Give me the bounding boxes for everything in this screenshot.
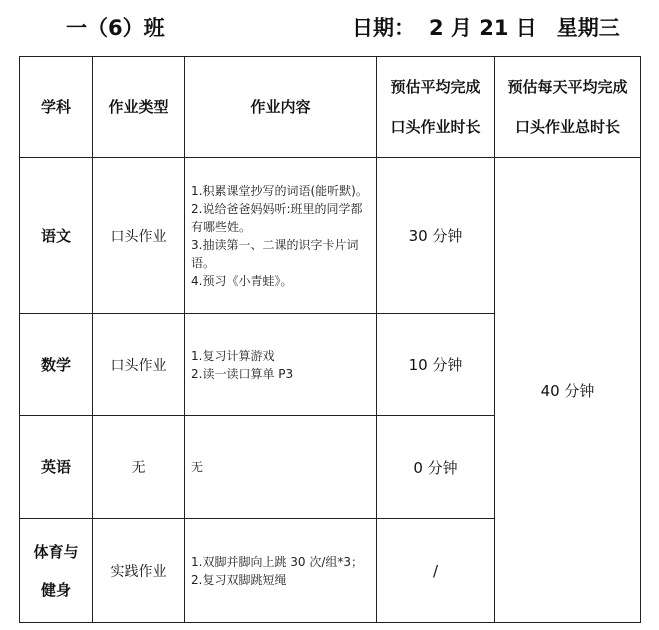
time-cell: 0 分钟 xyxy=(377,416,495,519)
col-header-total-time-line2: 口头作业总时长 xyxy=(514,118,620,136)
subject-line: 健身 xyxy=(40,580,71,599)
col-header-avg-time-line2: 口头作业时长 xyxy=(390,118,481,136)
subject-cell: 英语 xyxy=(20,416,93,519)
class-name: 一（6）班 xyxy=(66,16,165,40)
subject-cell: 语文 xyxy=(20,158,93,314)
subject-line: 体育与 xyxy=(33,542,79,561)
content-line: 1.积累课堂抄写的词语(能听默)。 xyxy=(191,183,368,198)
type-cell: 实践作业 xyxy=(93,519,185,623)
subject-cell: 数学 xyxy=(20,314,93,416)
content-cell xyxy=(185,314,377,416)
type-cell: 口头作业 xyxy=(93,314,185,416)
content-line: 2.说给爸爸妈妈听:班里的同学都有哪些姓。 xyxy=(191,201,363,234)
table-header-row xyxy=(20,57,641,158)
content-line: 1.双脚并脚向上跳 30 次/组*3； xyxy=(191,554,364,569)
content-line: 4.预习《小青蛙》。 xyxy=(191,273,293,288)
weekday: 星期三 xyxy=(556,16,620,40)
content-cell xyxy=(185,416,377,519)
date-label: 日期： xyxy=(352,16,415,40)
date-value: 2 月 21 日 xyxy=(429,16,537,40)
time-cell: 10 分钟 xyxy=(377,314,495,416)
subject-cell xyxy=(20,519,93,623)
col-header-avg-time xyxy=(377,57,495,158)
content-line: 2.读一读口算单 P3 xyxy=(191,366,294,381)
type-cell: 口头作业 xyxy=(93,158,185,314)
col-header-subject: 学科 xyxy=(20,57,93,158)
content-line: 1.复习计算游戏 xyxy=(191,348,275,363)
time-cell: / xyxy=(377,519,495,623)
col-header-total-time xyxy=(495,57,641,158)
col-header-type: 作业类型 xyxy=(93,57,185,158)
content-cell xyxy=(185,158,377,314)
table-row xyxy=(20,158,641,314)
date-line xyxy=(352,12,620,42)
homework-table xyxy=(19,56,641,623)
col-header-avg-time-line1: 预估平均完成 xyxy=(390,78,481,96)
content-line: 2.复习双脚跳短绳 xyxy=(191,572,287,587)
total-time-cell: 40 分钟 xyxy=(495,158,641,623)
type-cell: 无 xyxy=(93,416,185,519)
col-header-content: 作业内容 xyxy=(185,57,377,158)
content-line: 3.抽读第一、二课的识字卡片词语。 xyxy=(191,237,359,270)
content-cell xyxy=(185,519,377,623)
time-cell: 30 分钟 xyxy=(377,158,495,314)
content-line: 无 xyxy=(191,460,204,474)
page-header xyxy=(0,8,659,44)
col-header-total-time-line1: 预估每天平均完成 xyxy=(507,78,628,96)
